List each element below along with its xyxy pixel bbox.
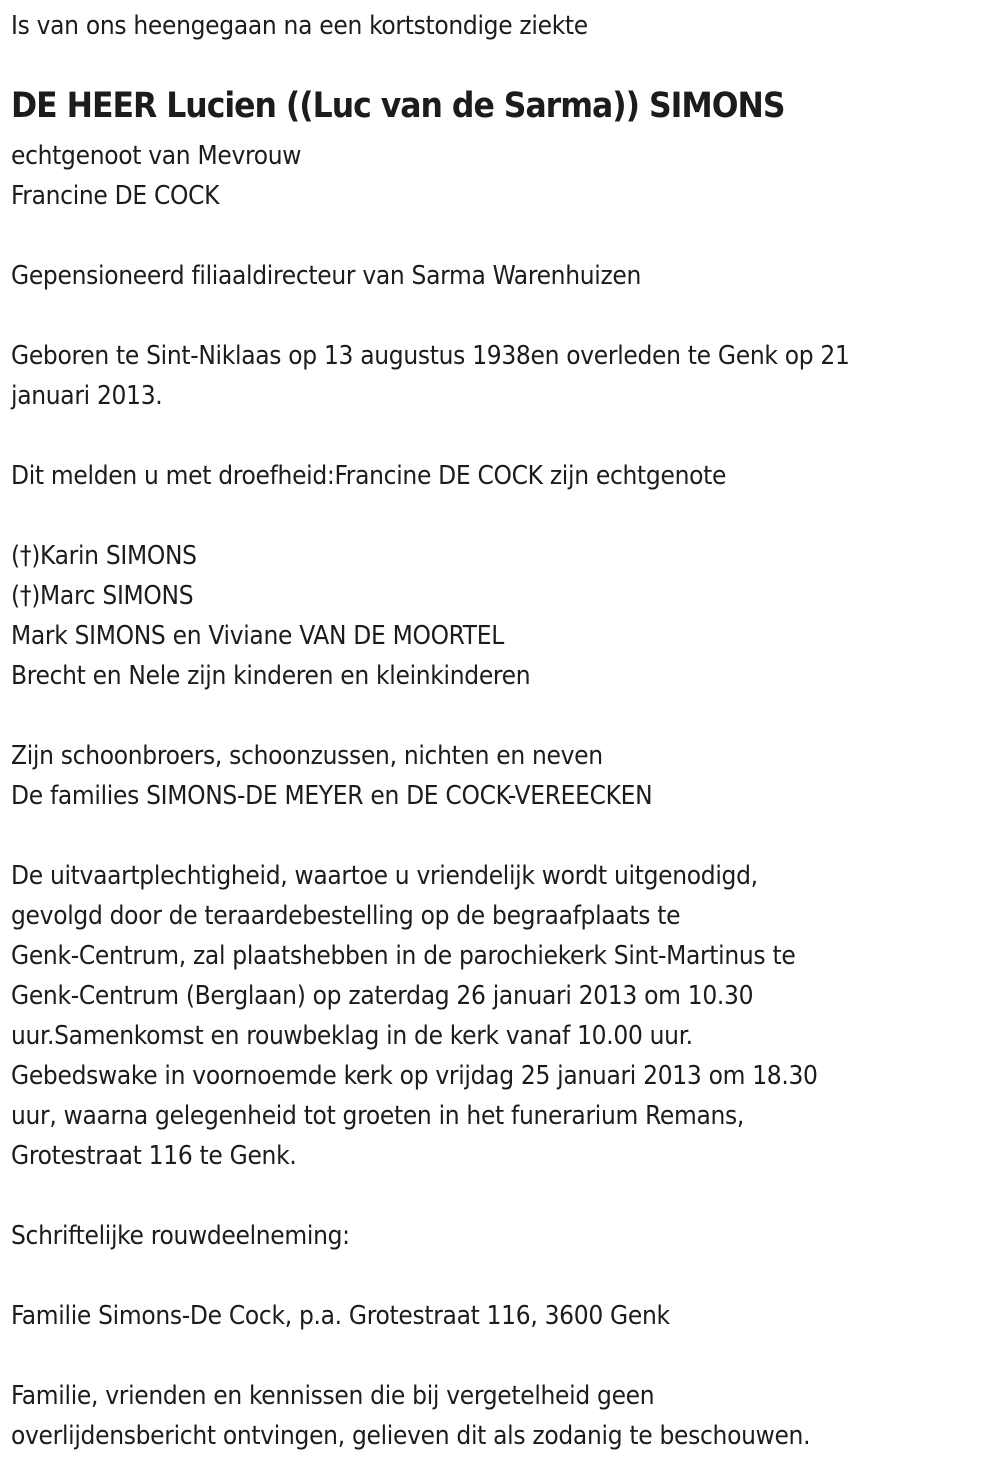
announcement-by-paragraph: [11, 456, 986, 496]
condolence-heading-line: Schriftelijke rouwdeelneming:: [11, 1221, 350, 1251]
announcement-by-line: Dit melden u met droefheid:Francine DE COCK zijn echtgenote: [11, 461, 727, 491]
ceremony-line-5: uur.Samenkomst en rouwbeklag in de kerk vanaf 10.00 uur.: [11, 1021, 693, 1051]
child-line-1: (†)Karin SIMONS: [11, 541, 197, 571]
condolence-address-paragraph: [11, 1296, 986, 1336]
children-paragraph: [11, 536, 986, 696]
intro-line: Is van ons heengegaan na een kortstondige ziekte: [11, 11, 588, 41]
spouse-block: [11, 136, 986, 216]
deceased-name-title: DE HEER Lucien ((Luc van de Sarma)) SIMONS: [11, 86, 785, 126]
closing-paragraph: [11, 1376, 986, 1456]
ceremony-paragraph: [11, 856, 986, 1176]
ceremony-line-8: Grotestraat 116 te Genk.: [11, 1141, 297, 1171]
spouse-intro-line: echtgenoot van Mevrouw: [11, 141, 302, 171]
child-line-2: (†)Marc SIMONS: [11, 581, 194, 611]
ceremony-line-4: Genk-Centrum (Berglaan) op zaterdag 26 januari 2013 om 10.30: [11, 981, 754, 1011]
ceremony-line-7: uur, waarna gelegenheid tot groeten in het funerarium Remans,: [11, 1101, 745, 1131]
ceremony-line-1: De uitvaartplechtigheid, waartoe u vriendelijk wordt uitgenodigd,: [11, 861, 758, 891]
closing-line-1: Familie, vrienden en kennissen die bij vergetelheid geen: [11, 1381, 655, 1411]
child-line-3: Mark SIMONS en Viviane VAN DE MOORTEL: [11, 621, 504, 651]
spouse-name-line: Francine DE COCK: [11, 181, 220, 211]
condolence-address-line: Familie Simons-De Cock, p.a. Grotestraat 116, 3600 Genk: [11, 1301, 670, 1331]
extended-family-line-1: Zijn schoonbroers, schoonzussen, nichten en neven: [11, 741, 603, 771]
ceremony-line-6: Gebedswake in voornoemde kerk op vrijdag 25 januari 2013 om 18.30: [11, 1061, 818, 1091]
life-dates-line-2: januari 2013.: [11, 381, 163, 411]
extended-family-paragraph: [11, 736, 986, 816]
life-dates-paragraph: [11, 336, 986, 416]
life-dates-line-1: Geboren te Sint-Niklaas op 13 augustus 1938en overleden te Genk op 21: [11, 341, 850, 371]
profession-paragraph: [11, 256, 986, 296]
closing-line-2: overlijdensbericht ontvingen, gelieven dit als zodanig te beschouwen.: [11, 1421, 811, 1451]
ceremony-line-3: Genk-Centrum, zal plaatshebben in de parochiekerk Sint-Martinus te: [11, 941, 796, 971]
condolence-heading-paragraph: [11, 1216, 986, 1256]
extended-family-line-2: De families SIMONS-DE MEYER en DE COCK-VEREECKEN: [11, 781, 653, 811]
child-line-4: Brecht en Nele zijn kinderen en kleinkinderen: [11, 661, 531, 691]
ceremony-line-2: gevolgd door de teraardebestelling op de begraafplaats te: [11, 901, 681, 931]
profession-line: Gepensioneerd filiaaldirecteur van Sarma Warenhuizen: [11, 261, 642, 291]
